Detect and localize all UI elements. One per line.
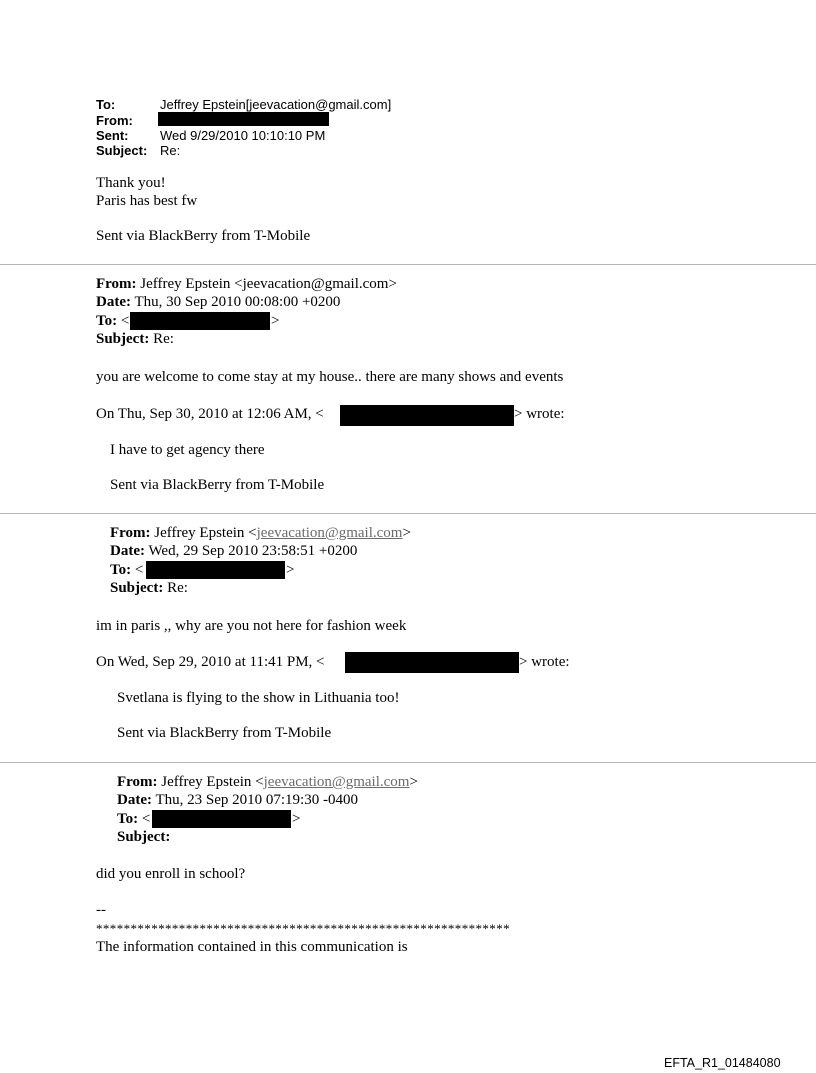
- date-line: [96, 294, 340, 311]
- to-open: <: [141, 811, 151, 827]
- redaction-bar: [340, 405, 514, 426]
- sent-label: Sent:: [96, 128, 129, 143]
- date-line: [117, 792, 358, 809]
- from-suffix: >: [409, 774, 418, 790]
- signature: Sent via BlackBerry from T-Mobile: [96, 228, 311, 244]
- from-label: From:: [96, 113, 133, 128]
- from-label: From:: [110, 525, 151, 541]
- message-body: you are welcome to come stay at my house.. there are many shows and events: [96, 369, 564, 385]
- to-line: [96, 313, 129, 330]
- from-line: [110, 525, 411, 542]
- asterisk-line: ************************************************************: [96, 921, 510, 936]
- subject-label: Subject:: [96, 331, 150, 347]
- document-id: EFTA_R1_01484080: [664, 1056, 781, 1070]
- redaction-bar: [158, 112, 329, 126]
- email-link[interactable]: jeevacation@gmail.com: [263, 774, 410, 790]
- to-label: To:: [96, 313, 118, 329]
- quoted-line: I have to get agency there: [110, 442, 265, 458]
- quoted-signature: Sent via BlackBerry from T-Mobile: [117, 725, 332, 741]
- redaction-bar: [345, 652, 519, 673]
- email-link[interactable]: jeevacation@gmail.com: [256, 525, 403, 541]
- message-body: im in paris ,, why are you not here for fashion week: [96, 618, 407, 634]
- from-line: [96, 276, 397, 293]
- subject-label: Subject:: [117, 829, 171, 845]
- divider: [0, 762, 816, 763]
- to-close: >: [286, 562, 295, 578]
- to-close: >: [292, 811, 301, 827]
- quote-intro: On Thu, Sep 30, 2010 at 12:06 AM, <: [96, 406, 324, 422]
- to-value: Jeffrey Epstein[jeevacation@gmail.com]: [160, 97, 392, 112]
- quote-wrote: > wrote:: [514, 406, 565, 422]
- disclaimer-text: The information contained in this communication is: [96, 939, 408, 955]
- date-line: [110, 543, 357, 560]
- subject-value: Re:: [167, 580, 188, 596]
- from-suffix: >: [402, 525, 411, 541]
- quoted-line: Svetlana is flying to the show in Lithuania too!: [117, 690, 400, 706]
- subject-value: Re:: [153, 331, 174, 347]
- subject-label: Subject:: [96, 143, 148, 158]
- date-value: Thu, 23 Sep 2010 07:19:30 -0400: [155, 792, 358, 808]
- divider: [0, 513, 816, 514]
- to-label: To:: [96, 97, 116, 112]
- subject-value: Re:: [160, 143, 181, 158]
- to-close: >: [271, 313, 280, 329]
- subject-label: Subject:: [110, 580, 164, 596]
- quote-intro: On Wed, Sep 29, 2010 at 11:41 PM, <: [96, 654, 325, 670]
- quoted-signature: Sent via BlackBerry from T-Mobile: [110, 477, 325, 493]
- from-label: From:: [117, 774, 158, 790]
- from-prefix: Jeffrey Epstein <: [161, 774, 264, 790]
- signature-separator: --: [96, 902, 106, 918]
- to-open: <: [134, 562, 144, 578]
- to-label: To:: [117, 811, 139, 827]
- divider: [0, 264, 816, 265]
- date-value: Thu, 30 Sep 2010 00:08:00 +0200: [134, 294, 341, 310]
- quote-wrote: > wrote:: [519, 654, 570, 670]
- from-label: From:: [96, 276, 137, 292]
- date-label: Date:: [117, 792, 152, 808]
- to-label: To:: [110, 562, 132, 578]
- redaction-bar: [152, 810, 291, 828]
- redaction-bar: [130, 312, 270, 330]
- to-open: <: [120, 313, 130, 329]
- to-line: [117, 811, 150, 828]
- from-value: Jeffrey Epstein <jeevacation@gmail.com>: [140, 276, 397, 292]
- subject-line: [96, 331, 174, 348]
- message-line: Thank you!: [96, 175, 166, 191]
- sent-value: Wed 9/29/2010 10:10:10 PM: [160, 128, 326, 143]
- subject-line: [110, 580, 188, 597]
- message-line: Paris has best fw: [96, 193, 198, 209]
- message-body: did you enroll in school?: [96, 866, 246, 882]
- from-prefix: Jeffrey Epstein <: [154, 525, 257, 541]
- redaction-bar: [146, 561, 285, 579]
- to-line: [110, 562, 143, 579]
- date-label: Date:: [96, 294, 131, 310]
- from-line: [117, 774, 418, 791]
- subject-line: [117, 829, 170, 846]
- date-value: Wed, 29 Sep 2010 23:58:51 +0200: [148, 543, 358, 559]
- date-label: Date:: [110, 543, 145, 559]
